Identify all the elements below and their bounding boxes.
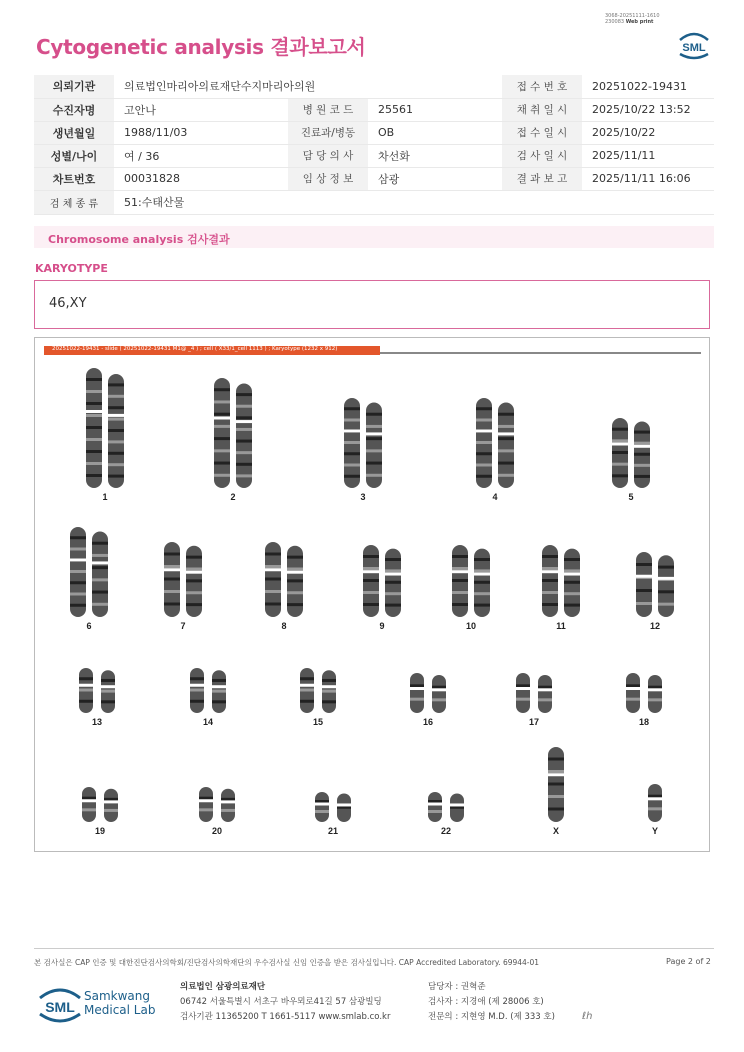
patient-info-table	[34, 75, 714, 215]
staff-manager: 담당자 : 권혁준	[428, 982, 486, 992]
collect-label: 채 취 일 시	[502, 98, 582, 121]
staff-tester: 검사자 : 지경애 (제 28006 호)	[428, 997, 544, 1007]
report-value: 2025/11/11 16:06	[582, 167, 714, 190]
clinical-value: 삼광	[368, 167, 502, 190]
dob-label: 생년월일	[34, 121, 114, 144]
chromosome-label-2: 2	[230, 492, 236, 502]
logo-text-line1: Samkwang	[84, 989, 150, 1003]
chromosome-pair-12	[635, 552, 675, 617]
sml-logo	[674, 26, 714, 62]
section-title: Chromosome analysis 검사결과	[48, 233, 230, 246]
receipt-no-label: 접 수 번 호	[502, 75, 582, 98]
chromosome-pair-11	[541, 545, 581, 617]
chromosome-label-12: 12	[649, 621, 661, 631]
chromosome-pair-10	[451, 545, 491, 617]
receipt-no-value: 20251022-19431	[582, 75, 714, 98]
hospital-code-value: 25561	[368, 98, 502, 121]
chromosome-pair-17	[515, 673, 553, 713]
chromosome-label-4: 4	[492, 492, 498, 502]
received-label: 접 수 일 시	[502, 121, 582, 144]
institution-label: 의뢰기관	[34, 75, 114, 98]
specimen-value: 51:수태산물	[114, 190, 714, 214]
sexage-value: 여 / 36	[114, 144, 288, 167]
chromosome-pair-X	[547, 747, 565, 822]
chromosome-label-14: 14	[202, 717, 214, 727]
signature: ℓh	[582, 1011, 593, 1022]
hospital-code-label: 병 원 코 드	[288, 98, 368, 121]
page-number: Page 2 of 2	[666, 957, 711, 966]
doctor-value: 차선화	[368, 144, 502, 167]
web-print-label: Web print	[625, 19, 654, 25]
logo-text-line2: Medical Lab	[84, 1003, 156, 1017]
chromosome-label-21: 21	[327, 826, 339, 836]
chromosome-pair-Y	[647, 784, 663, 822]
chromosome-pair-1	[85, 368, 125, 488]
chromosome-pair-5	[611, 418, 651, 488]
chromosome-label-11: 11	[556, 621, 566, 631]
chromosome-pair-13	[78, 668, 116, 713]
chromosome-pair-18	[625, 673, 663, 713]
chromosome-pair-16	[409, 673, 447, 713]
accreditation-note: 본 검사실은 CAP 인증 및 대한진단검사의학회/진단검사의학재단의 우수검사실 신임 인증을 받은 검사실입니다. CAP Accredited Laboratory. 69944-01	[34, 958, 540, 967]
karyotype-value: 46,XY	[49, 296, 87, 311]
collect-value: 2025/10/22 13:52	[582, 98, 714, 121]
chromosome-label-13: 13	[91, 717, 103, 727]
sml-logo-text: SML	[682, 42, 706, 54]
chart-label: 차트번호	[34, 167, 114, 190]
chromosome-label-1: 1	[102, 492, 108, 502]
section-header	[34, 226, 714, 248]
chromosome-label-5: 5	[628, 492, 634, 502]
chromosome-pair-3	[343, 398, 383, 488]
staff-specialist: 전문의 : 지현영 M.D. (제 333 호)	[428, 1012, 555, 1022]
chromosome-label-22: 22	[440, 826, 452, 836]
sexage-label: 성별/나이	[34, 144, 114, 167]
doc-code-line2: 230083	[605, 19, 625, 25]
institution-contact: 검사기관 11365200 T 1661-5117 www.smlab.co.kr	[180, 1012, 391, 1022]
received-value: 2025/10/22	[582, 121, 714, 144]
dept-value: OB	[368, 121, 502, 144]
chromosome-pair-21	[314, 792, 352, 822]
chromosome-label-17: 17	[528, 717, 540, 727]
chromosome-label-6: 6	[86, 621, 92, 631]
chromosome-pair-9	[362, 545, 402, 617]
karyotype-label: KARYOTYPE	[35, 262, 108, 275]
chromosome-pair-7	[163, 542, 203, 617]
clinical-label: 임 상 정 보	[288, 167, 368, 190]
chromosome-label-15: 15	[312, 717, 324, 727]
samkwang-logo-mark: SML	[45, 999, 75, 1015]
specimen-label: 검 체 종 류	[34, 190, 114, 214]
report-title: Cytogenetic analysis 결과보고서	[36, 35, 366, 59]
karyotype-result-box	[34, 280, 710, 329]
chromosome-pair-14	[189, 668, 227, 713]
report-label: 결 과 보 고	[502, 167, 582, 190]
chromosome-label-3: 3	[360, 492, 366, 502]
chart-value: 00031828	[114, 167, 288, 190]
tested-label: 검 사 일 시	[502, 144, 582, 167]
patient-value: 고안나	[114, 98, 288, 121]
chromosome-pair-19	[81, 787, 119, 822]
document-code	[605, 13, 660, 25]
chromosome-label-16: 16	[422, 717, 434, 727]
chromosome-label-8: 8	[281, 621, 287, 631]
chromosome-label-19: 19	[94, 826, 106, 836]
chromosome-pair-15	[299, 668, 337, 713]
chromosome-label-10: 10	[465, 621, 477, 631]
chromosome-label-7: 7	[180, 621, 186, 631]
tested-value: 2025/11/11	[582, 144, 714, 167]
institution-value: 의료법인마리아의료재단수지마리아의원	[114, 75, 502, 98]
chromosome-pair-2	[213, 378, 253, 488]
chromosome-label-Y: Y	[651, 826, 659, 836]
chromosome-label-18: 18	[638, 717, 650, 727]
footer-divider	[34, 948, 714, 949]
doctor-label: 담 당 의 사	[288, 144, 368, 167]
dob-value: 1988/11/03	[114, 121, 288, 144]
doc-code-line1: 3068-20251111-1610	[605, 13, 660, 19]
chromosome-pair-8	[264, 542, 304, 617]
karyogram-image	[34, 337, 710, 852]
chromosome-label-X: X	[552, 826, 560, 836]
dept-label: 진료과/병동	[288, 121, 368, 144]
chromosome-label-20: 20	[211, 826, 223, 836]
chromosome-label-9: 9	[379, 621, 385, 631]
foundation-address: 06742 서울특별시 서초구 바우뫼로41길 57 삼광빌딩	[180, 997, 382, 1007]
chromosome-pair-20	[198, 787, 236, 822]
chromosome-pair-4	[475, 398, 515, 488]
chromosome-pair-22	[427, 792, 465, 822]
karyogram-svg	[35, 338, 709, 851]
foundation-name: 의료법인 삼광의료재단	[180, 982, 266, 992]
patient-label: 수진자명	[34, 98, 114, 121]
chromosome-pair-6	[69, 527, 109, 617]
image-caption: 20251022-19431 - slide ( 20251022-19431 M1@ _4 ) ; cell ( X33/1_cell 1113 ) ; Karyotype (1232 x 912)	[52, 346, 338, 352]
